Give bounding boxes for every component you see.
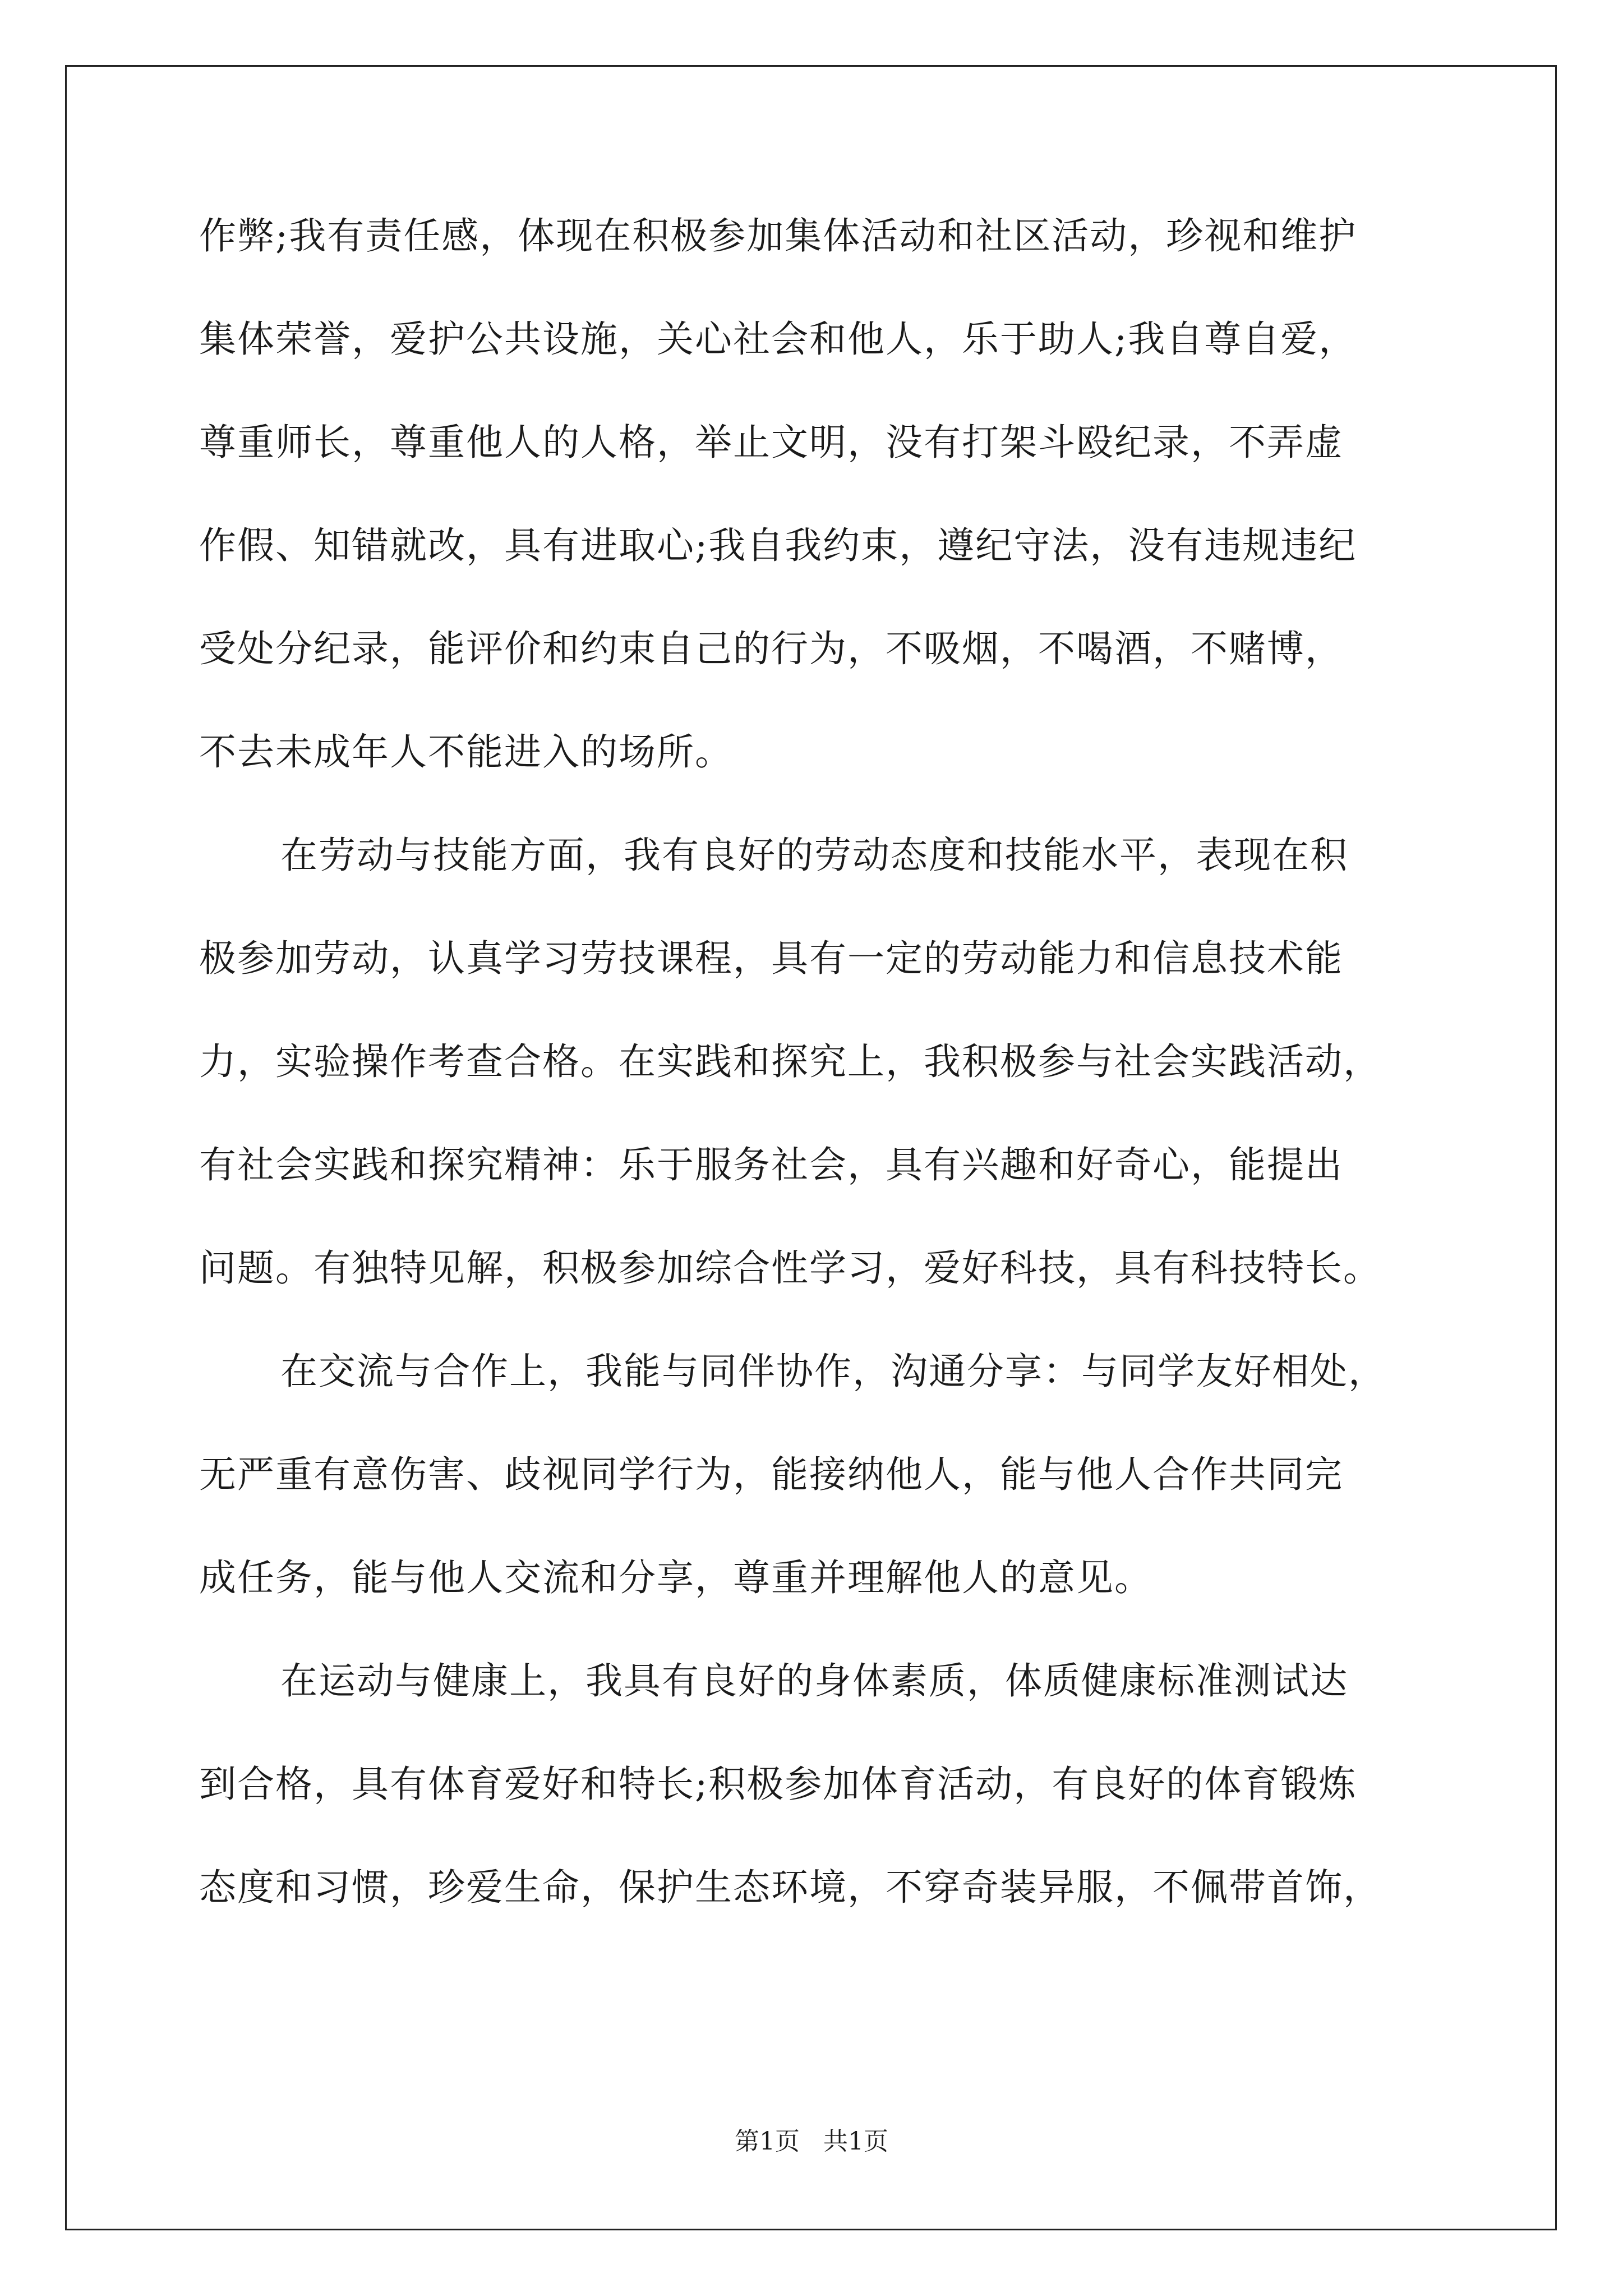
paragraph-first-line: 在交流与合作上，我能与同伴协作，沟通分享：与同学友好相处，	[280, 1350, 1386, 1393]
page-number: 第1页 共1页	[735, 2127, 888, 2156]
text-line: 尊重师长，尊重他人的人格，举止文明，没有打架斗殴纪录，不弄虚	[199, 421, 1343, 464]
text-line: 无严重有意伤害、歧视同学行为，能接纳他人，能与他人合作共同完	[199, 1453, 1343, 1496]
text-line: 受处分纪录，能评价和约束自己的行为，不吸烟，不喝酒，不赌博，	[199, 627, 1343, 670]
text-line: 集体荣誉，爱护公共设施，关心社会和他人，乐于助人;我自尊自爱，	[199, 318, 1357, 361]
text-line: 成任务，能与他人交流和分享，尊重并理解他人的意见。	[199, 1556, 1152, 1599]
text-line: 作弊;我有责任感，体现在积极参加集体活动和社区活动，珍视和维护	[199, 214, 1357, 257]
text-line: 问题。有独特见解，积极参加综合性学习，爱好科技，具有科技特长。	[199, 1246, 1381, 1290]
paragraph-first-line: 在劳动与技能方面，我有良好的劳动态度和技能水平，表现在积	[280, 834, 1348, 877]
text-line: 极参加劳动，认真学习劳技课程，具有一定的劳动能力和信息技术能	[199, 937, 1343, 980]
text-line: 力，实验操作考查合格。在实践和探究上，我积极参与社会实践活动，	[199, 1040, 1381, 1083]
text-line: 到合格，具有体育爱好和特长;积极参加体育活动，有良好的体育锻炼	[199, 1763, 1357, 1806]
text-line: 态度和习惯，珍爱生命，保护生态环境，不穿奇装异服，不佩带首饰，	[199, 1866, 1381, 1909]
paragraph-first-line: 在运动与健康上，我具有良好的身体素质，体质健康标准测试达	[280, 1659, 1348, 1703]
text-line: 有社会实践和探究精神：乐于服务社会，具有兴趣和好奇心，能提出	[199, 1143, 1343, 1186]
text-line: 作假、知错就改，具有进取心;我自我约束，遵纪守法，没有违规违纪	[199, 524, 1357, 567]
text-line: 不去未成年人不能进入的场所。	[199, 730, 733, 774]
